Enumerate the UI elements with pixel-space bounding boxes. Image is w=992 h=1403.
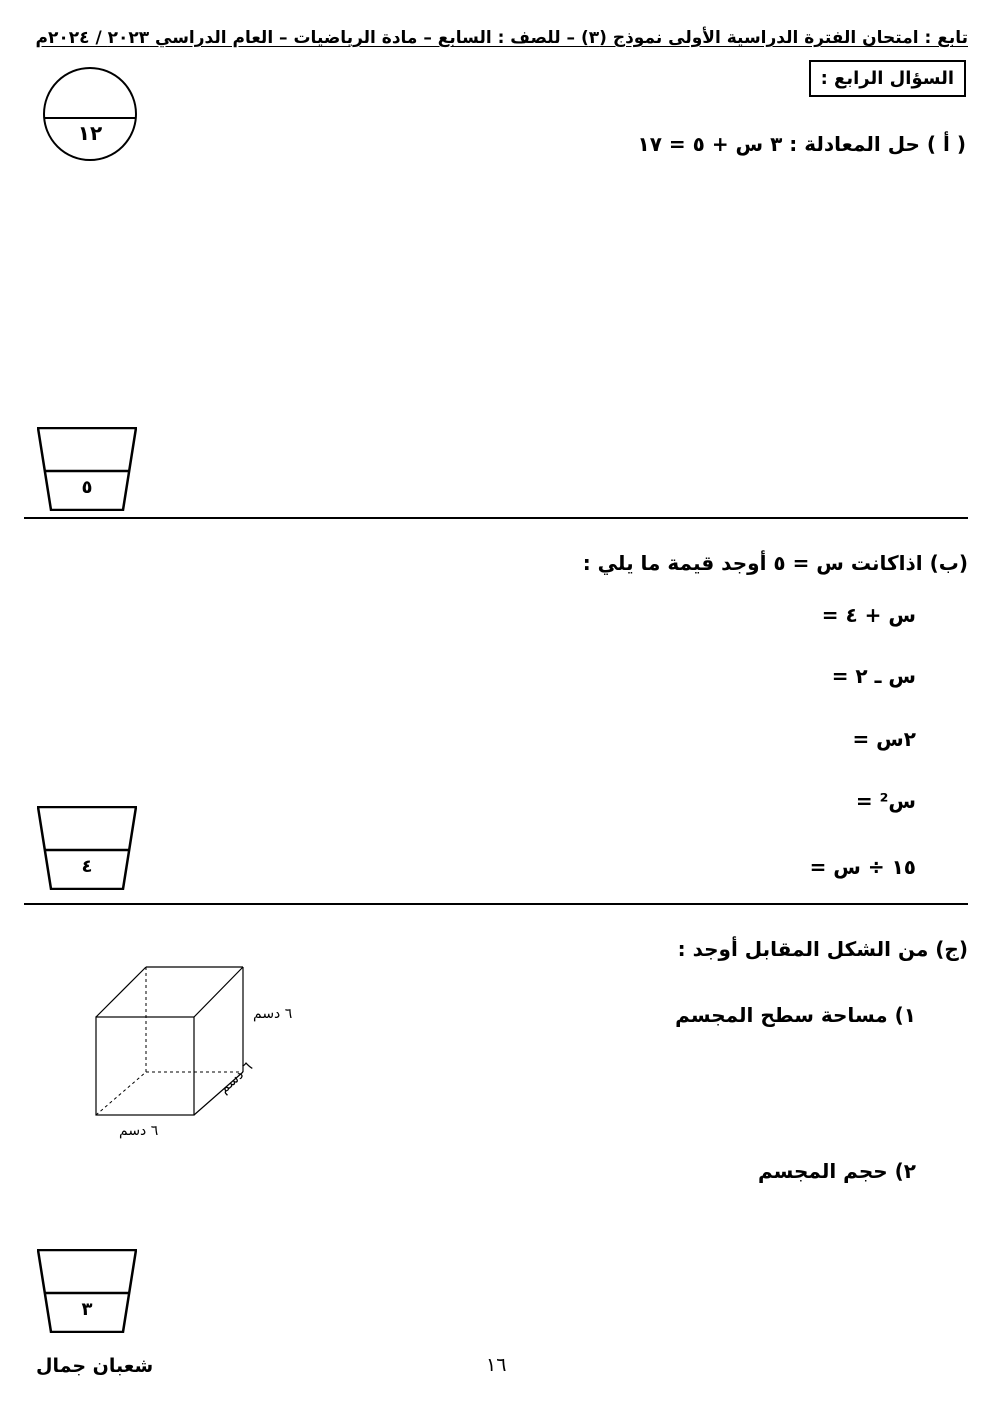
mark-cup-icon <box>37 1249 137 1333</box>
part-b-line-2: س ـ ٢ = <box>831 664 916 688</box>
total-mark-circle <box>43 67 137 161</box>
cube-edge <box>96 967 146 1017</box>
exam-header: تابع : امتحان الفترة الدراسية الأولى نموذج (٣) – للصف : السابع – مادة الرياضيات – العام الدراسي ٢٠٢٣ / ٢٠٢٤م <box>35 28 968 48</box>
cube-diagram <box>90 962 250 1122</box>
part-b-line-4: س² = <box>855 789 916 813</box>
part-b-line-5: ١٥ ÷ س = <box>809 855 916 879</box>
part-b-mark-cup <box>37 806 137 890</box>
part-b-mark-value: ٤ <box>81 856 93 877</box>
author-name: شعبان جمال <box>36 1355 154 1377</box>
part-a-prompt: ( أ ) حل المعادلة : ٣ س + ٥ = ١٧ <box>637 132 966 156</box>
mark-cup-icon <box>37 806 137 890</box>
part-b-prompt: (ب) اذاكانت س = ٥ أوجد قيمة ما يلي : <box>582 551 968 575</box>
cube-depth-label: ٦ دسم <box>216 1058 256 1097</box>
part-b-line-1: س + ٤ = <box>821 603 916 627</box>
cube-front-face <box>96 1017 194 1115</box>
part-c-prompt: (ج) من الشكل المقابل أوجد : <box>677 937 968 961</box>
part-a-mark-value: ٥ <box>81 477 93 498</box>
page-number: ١٦ <box>486 1354 507 1376</box>
part-c-item-2: ٢) حجم المجسم <box>757 1159 916 1183</box>
cube-hidden-edge <box>96 1072 146 1115</box>
part-a-mark-cup <box>37 427 137 511</box>
section-divider <box>24 517 968 519</box>
part-c-mark-cup <box>37 1249 137 1333</box>
part-c-mark-value: ٣ <box>81 1299 93 1320</box>
total-mark-value: ١٢ <box>77 121 103 145</box>
cube-edge <box>194 967 243 1017</box>
part-c-item-1: ١) مساحة سطح المجسم <box>675 1003 916 1027</box>
mark-cup-icon <box>37 427 137 511</box>
question-title: السؤال الرابع : <box>809 60 966 97</box>
section-divider <box>24 903 968 905</box>
total-mark-divider <box>45 117 135 119</box>
cube-height-label: ٦ دسم <box>253 1006 293 1022</box>
part-b-line-3: ٢س = <box>852 727 916 751</box>
cube-width-label: ٦ دسم <box>119 1123 159 1139</box>
